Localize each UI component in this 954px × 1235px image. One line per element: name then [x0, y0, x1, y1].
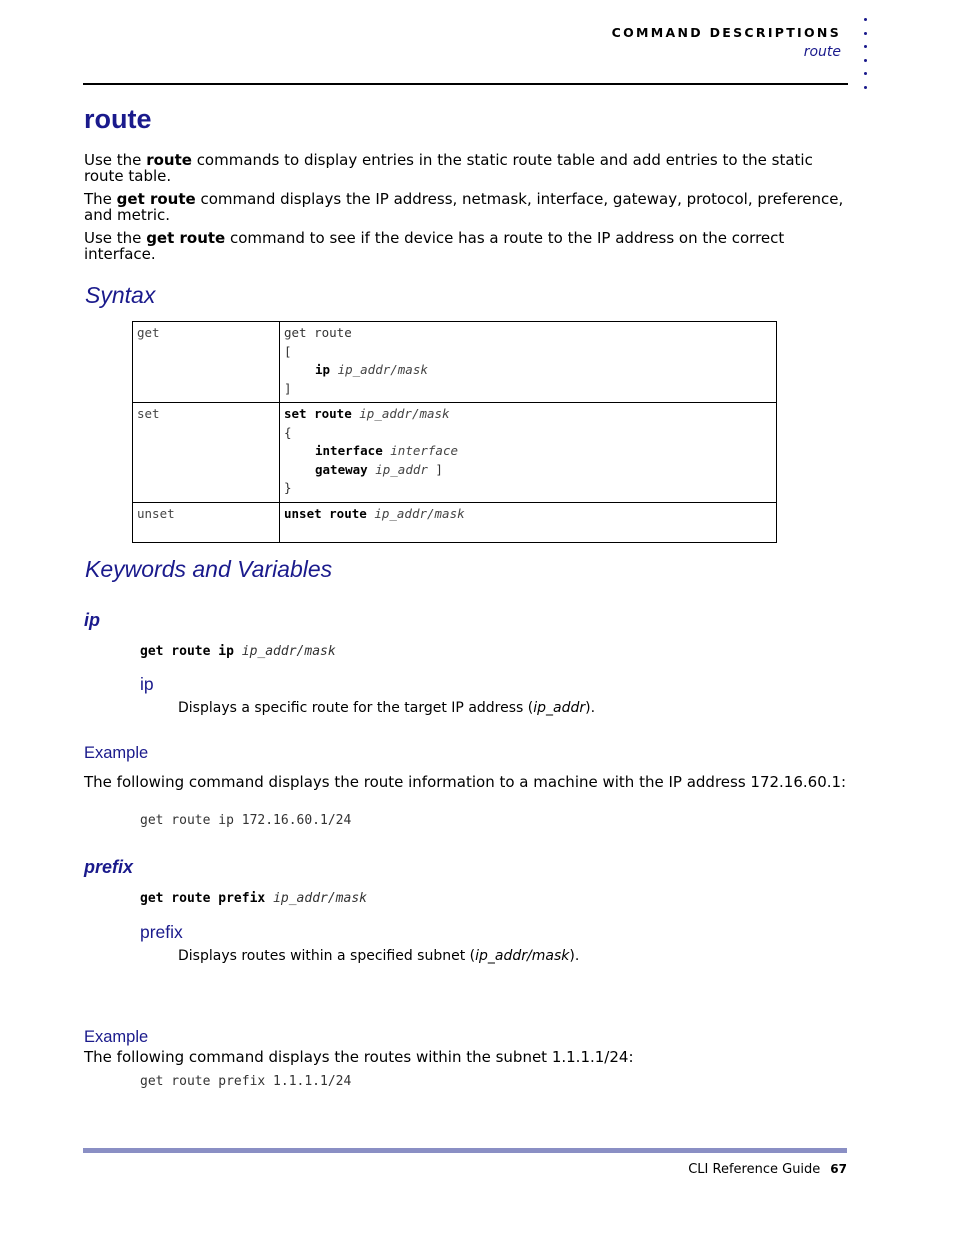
syntax-code-line — [284, 361, 772, 380]
syntax-table — [132, 321, 777, 543]
bold-term: route — [146, 151, 192, 169]
command-keyword: unset route — [284, 505, 375, 521]
page-number: 67 — [830, 1162, 847, 1176]
command-text: ] — [427, 461, 443, 477]
page-footer — [688, 1162, 847, 1177]
command-variable: ip_addr — [375, 461, 428, 477]
syntax-code-line — [284, 479, 772, 498]
ip-example-text: The following command displays the route information to a machine with the IP address 172.16.60.1: — [84, 773, 847, 791]
syntax-code-line — [284, 461, 772, 480]
syntax-row-label: get — [133, 322, 280, 403]
bold-term: get route — [116, 190, 196, 208]
text-run: The — [84, 190, 117, 208]
ip-heading: ip — [84, 610, 100, 630]
text-run: Use the — [84, 151, 147, 169]
command-keyword: interface — [315, 443, 391, 458]
syntax-row-code — [280, 502, 777, 542]
command-keyword: get route ip — [140, 644, 242, 659]
footer-rule — [83, 1148, 847, 1153]
command-variable: ip_addr/mask — [241, 644, 336, 659]
command-text: get route — [284, 325, 352, 340]
syntax-code-line — [284, 324, 772, 343]
syntax-code-line — [284, 380, 772, 399]
text-run: ). — [569, 948, 580, 964]
syntax-row-label: set — [133, 403, 280, 503]
ip-example-code: get route ip 172.16.60.1/24 — [140, 813, 352, 828]
decorative-dots — [864, 18, 870, 99]
text-run: Displays a specific route for the target IP address ( — [178, 700, 534, 716]
text-run: Displays routes within a specified subnet ( — [178, 948, 476, 964]
syntax-row-get — [133, 322, 777, 403]
command-variable: ip_addr/mask — [273, 891, 367, 906]
command-keyword: set route — [284, 406, 360, 421]
variable-term: ip_addr/mask — [475, 948, 570, 964]
ip-example-heading: Example — [84, 744, 149, 762]
syntax-code-line — [284, 505, 772, 524]
prefix-keyword-name: prefix — [140, 922, 183, 942]
prefix-heading: prefix — [84, 857, 134, 877]
command-text: ] — [284, 380, 292, 396]
prefix-example-code: get route prefix 1.1.1.1/24 — [140, 1074, 352, 1089]
prefix-description — [178, 948, 579, 964]
variable-term: ip_addr — [533, 700, 586, 716]
running-header-topic: route — [803, 44, 841, 60]
ip-keyword-name: ip — [140, 674, 154, 694]
ip-command-syntax — [140, 644, 336, 659]
text-run: Use the — [84, 229, 147, 247]
running-header-section: COMMAND DESCRIPTIONS — [611, 25, 841, 40]
syntax-code-line — [284, 343, 772, 362]
command-text: } — [284, 480, 292, 495]
text-run: ). — [585, 700, 596, 716]
command-variable: ip_addr/mask — [374, 505, 465, 521]
command-text: { — [284, 424, 292, 440]
command-variable: ip_addr/mask — [359, 406, 450, 421]
syntax-row-code — [280, 322, 777, 403]
ip-description — [178, 700, 595, 716]
syntax-row-label: unset — [133, 502, 280, 542]
text-run: command to see if the device has a route to the IP address on the correct interface. — [84, 229, 785, 263]
prefix-example-heading: Example — [84, 1028, 149, 1046]
command-keyword: ip — [315, 362, 338, 377]
intro-paragraph-1 — [84, 152, 854, 184]
command-variable: ip_addr/mask — [337, 362, 428, 377]
footer-guide-title: CLI Reference Guide — [688, 1162, 821, 1177]
syntax-row-set — [133, 403, 777, 503]
prefix-command-syntax — [140, 891, 367, 906]
command-keyword: gateway — [315, 461, 376, 477]
syntax-row-unset — [133, 502, 777, 542]
syntax-row-code — [280, 403, 777, 503]
header-rule — [83, 83, 848, 85]
prefix-example-text: The following command displays the routes within the subnet 1.1.1.1/24: — [84, 1048, 634, 1066]
intro-paragraph-2 — [84, 191, 854, 223]
bold-term: get route — [146, 229, 226, 247]
syntax-code-line — [284, 442, 772, 461]
syntax-code-line — [284, 405, 772, 424]
command-variable: interface — [390, 443, 458, 458]
syntax-code-line — [284, 424, 772, 443]
command-text: [ — [284, 343, 292, 359]
intro-paragraph-3 — [84, 230, 854, 262]
page-title: route — [84, 104, 152, 134]
keywords-heading: Keywords and Variables — [85, 556, 333, 582]
text-run: command displays the IP address, netmask, interface, gateway, protocol, preference, and metric. — [84, 190, 844, 224]
command-keyword: get route prefix — [140, 891, 274, 906]
text-run: commands to display entries in the static route table and add entries to the static route table. — [84, 151, 813, 185]
syntax-heading: Syntax — [85, 282, 156, 308]
